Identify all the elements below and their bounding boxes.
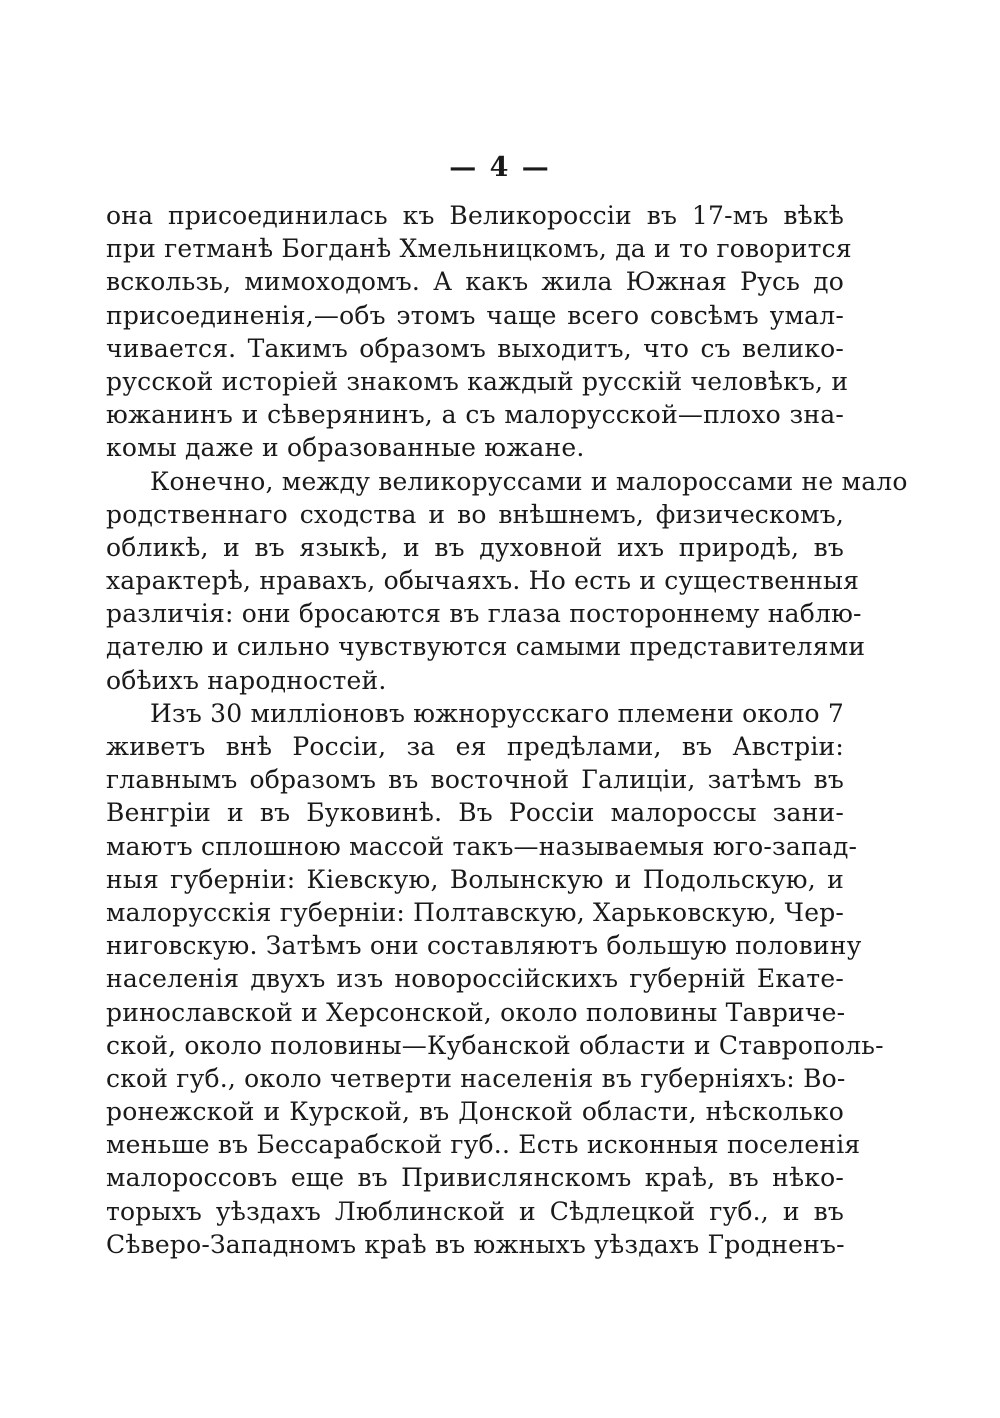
text-line: живетъ внѣ Россіи, за ея предѣлами, въ Австріи: — [106, 732, 844, 761]
text-line: маютъ сплошною массой такъ—называемыя юго-запад- — [106, 831, 858, 861]
text-line: вскользь, мимоходомъ. А какъ жила Южная Русь до — [106, 267, 844, 297]
text-line: характерѣ, нравахъ, обычаяхъ. Но есть и существенныя — [106, 566, 860, 596]
page-number: — 4 — — [449, 152, 551, 183]
text-line: населенія двухъ изъ новороссійскихъ губерній Екате- — [106, 964, 844, 994]
text-line: присоединенія,—объ этомъ чаще всего совсѣмъ умал- — [106, 300, 844, 330]
text-line: ринославской и Херсонской, около половины Тавриче- — [106, 997, 846, 1027]
body-text — [106, 199, 908, 1261]
text-line: обѣихъ народностей. — [106, 665, 387, 695]
text-line: комы даже и образованные южане. — [106, 433, 585, 463]
text-line: ниговскую. Затѣмъ они составляютъ большую половину — [106, 931, 862, 961]
text-line: малорусскія губерніи: Полтавскую, Харьковскую, Чер- — [106, 897, 845, 927]
text-line: чивается. Такимъ образомъ выходитъ, что съ велико- — [106, 333, 844, 363]
text-line: дателю и сильно чувствуются самыми представителями — [106, 632, 866, 662]
text-line: родственнаго сходства и во внѣшнемъ, физическомъ, — [106, 499, 844, 529]
paragraph-start-line: Конечно, между великоруссами и малороссами не мало — [150, 466, 908, 496]
text-line: малороссовъ еще въ Привислянскомъ краѣ, въ нѣко- — [106, 1163, 844, 1193]
text-line: русской исторіей знакомъ каждый русскій человѣкъ, и — [106, 366, 849, 396]
text-line: южанинъ и сѣверянинъ, а съ малорусской—плохо зна- — [106, 400, 844, 430]
text-line: меньше въ Бессарабской губ.. Есть исконныя поселенія — [106, 1130, 861, 1160]
paragraph-start-line: Изъ 30 милліоновъ южнорусскаго племени около 7 — [150, 698, 844, 728]
text-line: Венгріи и въ Буковинѣ. Въ Россіи малороссы зани- — [106, 798, 844, 828]
text-line: различія: они бросаются въ глаза постороннему наблю- — [106, 599, 862, 629]
text-line: ской губ., около четверти населенія въ губерніяхъ: Во- — [106, 1063, 846, 1093]
text-line: торыхъ уѣздахъ Люблинской и Сѣдлецкой губ., и въ — [106, 1196, 844, 1226]
text-line: ской, около половины—Кубанской области и Ставрополь- — [106, 1030, 884, 1060]
text-line: она присоединилась къ Великороссіи въ 17-мъ вѣкѣ — [106, 201, 844, 230]
text-line: ныя губерніи: Кіевскую, Волынскую и Подольскую, и — [106, 864, 844, 894]
text-line: главнымъ образомъ въ восточной Галиціи, затѣмъ въ — [106, 765, 844, 795]
text-line: при гетманѣ Богданѣ Хмельницкомъ, да и то говорится — [106, 234, 852, 264]
text-line: Сѣверо-Западномъ краѣ въ южныхъ уѣздахъ Гродненъ- — [106, 1229, 845, 1259]
text-line: ронежской и Курской, въ Донской области, нѣсколько — [106, 1097, 844, 1127]
text-line: обликѣ, и въ языкѣ, и въ духовной ихъ природѣ, въ — [106, 532, 844, 562]
